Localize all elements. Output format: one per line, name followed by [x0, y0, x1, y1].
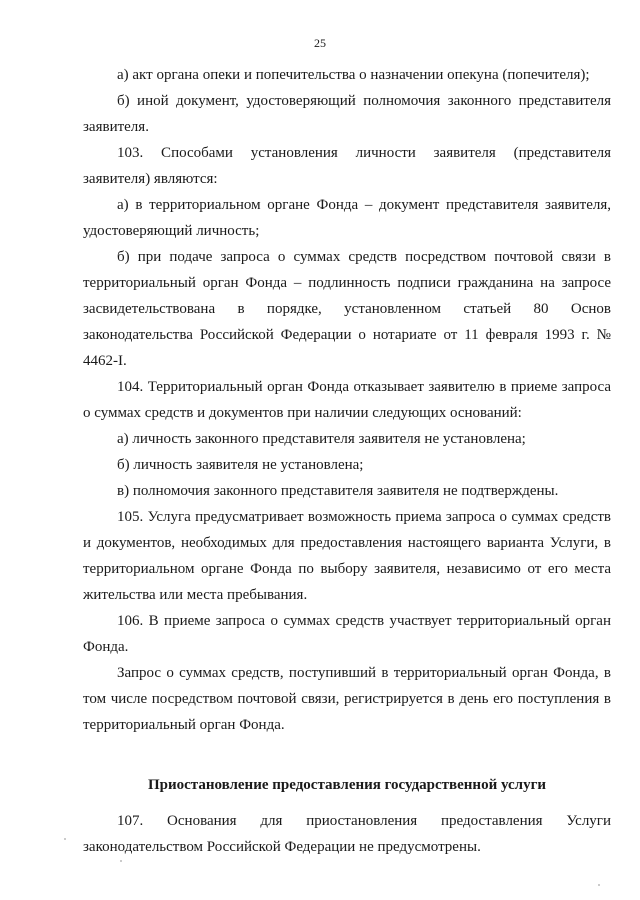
document-body: [83, 62, 611, 860]
section-heading: Приостановление предоставления государственной услуги: [147, 777, 547, 793]
scan-speck: [598, 884, 600, 886]
paragraph-104-refusal-grounds: 104. Территориальный орган Фонда отказывает заявителю в приеме запроса о суммах средств и документов при наличии следующих оснований:: [83, 379, 611, 421]
paragraph-104-b: б) личность заявителя не установлена;: [117, 457, 364, 473]
paragraph-103-a: а) в территориальном органе Фонда – документ представителя заявителя, удостоверяющий личность;: [83, 197, 611, 239]
paragraph-106: 106. В приеме запроса о суммах средств участвует территориальный орган Фонда.: [83, 613, 611, 655]
paragraph-104-c: в) полномочия законного представителя заявителя не подтверждены.: [117, 483, 559, 499]
paragraph-guardian-act: а) акт органа опеки и попечительства о назначении опекуна (попечителя);: [117, 67, 590, 83]
scan-speck: [120, 860, 122, 862]
page-number: 25: [314, 36, 326, 50]
paragraph-other-document: б) иной документ, удостоверяющий полномочия законного представителя заявителя.: [83, 93, 611, 135]
paragraph-104-a: а) личность законного представителя заявителя не установлена;: [117, 431, 526, 447]
paragraph-request-registration: Запрос о суммах средств, поступивший в территориальный орган Фонда, в том числе посредством почтовой связи, регистрируется в день его поступления в территориальный орган Фонда.: [83, 665, 611, 733]
paragraph-103-identification-methods: 103. Способами установления личности заявителя (представителя заявителя) являются:: [83, 145, 611, 187]
paragraph-105: 105. Услуга предусматривает возможность приема запроса о суммах средств и документов, необходимых для предоставления настоящего варианта Услуги, в территориальном органе Фонда по выбору заявителя, независимо от его места жительства или места пребывания.: [83, 509, 611, 603]
scan-speck: [64, 838, 66, 840]
paragraph-107: 107. Основания для приостановления предоставления Услуги законодательством Российской Федерации не предусмотрены.: [83, 813, 611, 855]
paragraph-103-b: б) при подаче запроса о суммах средств посредством почтовой связи в территориальный орган Фонда – подлинность подписи гражданина на запросе засвидетельствована в порядке, установленном статьей 80 Основ законодательства Российской Федерации о нотариате от 11 февраля 1993 г. № 4462-I.: [83, 249, 611, 369]
